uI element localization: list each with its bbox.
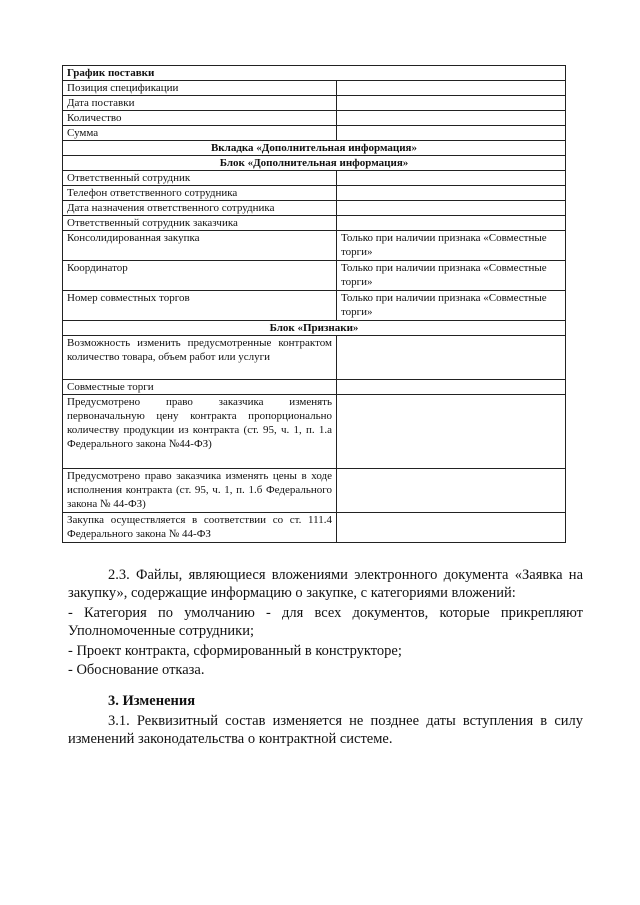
bullet-item: - Категория по умолчанию - для всех документов, которые прикрепляют Уполномоченные сотрудники;	[68, 605, 583, 639]
row-value	[337, 126, 566, 141]
table-row	[63, 96, 566, 111]
table-row	[63, 321, 566, 336]
row-value: Только при наличии признака «Совместные торги»	[337, 261, 566, 291]
row-value	[337, 171, 566, 186]
row-label: Возможность изменить предусмотренные контрактом количество товара, объем работ или услуги	[63, 336, 337, 380]
table-row	[63, 126, 566, 141]
row-label: Номер совместных торгов	[63, 291, 337, 321]
bullet-item: - Обоснование отказа.	[68, 662, 205, 678]
table-row	[63, 81, 566, 96]
row-value	[337, 380, 566, 395]
table-row	[63, 395, 566, 469]
row-label: Предусмотрено право заказчика изменять первоначальную цену контракта пропорционально количеству продукции из контракта (ст. 95, ч. 1, п. 1.а Федерального закона №44-ФЗ)	[63, 395, 337, 469]
bullet-item: - Проект контракта, сформированный в конструкторе;	[68, 643, 402, 659]
schedule-header: График поставки	[63, 66, 566, 81]
table-row	[63, 261, 566, 291]
table-row	[63, 291, 566, 321]
row-label: Дата поставки	[63, 96, 337, 111]
row-value	[337, 81, 566, 96]
table-row	[63, 171, 566, 186]
table-row	[63, 141, 566, 156]
row-value	[337, 395, 566, 469]
row-value: Только при наличии признака «Совместные торги»	[337, 231, 566, 261]
table-row	[63, 201, 566, 216]
row-label: Предусмотрено право заказчика изменять цены в ходе исполнения контракта (ст. 95, ч. 1, п. 1.б Федерального закона № 44-ФЗ)	[63, 469, 337, 513]
row-label: Сумма	[63, 126, 337, 141]
row-label: Количество	[63, 111, 337, 126]
row-label: Дата назначения ответственного сотрудника	[63, 201, 337, 216]
table-row	[63, 216, 566, 231]
row-label: Координатор	[63, 261, 337, 291]
row-value	[337, 96, 566, 111]
row-label: Ответственный сотрудник	[63, 171, 337, 186]
table-row	[63, 186, 566, 201]
table-row	[63, 111, 566, 126]
table-row	[63, 231, 566, 261]
paragraph-3-1: 3.1. Реквизитный состав изменяется не позднее даты вступления в силу изменений законодательства о контрактной системе.	[68, 713, 583, 747]
table-row	[63, 156, 566, 171]
table-row	[63, 469, 566, 513]
row-value	[337, 469, 566, 513]
table-row	[63, 380, 566, 395]
row-value	[337, 513, 566, 543]
row-value: Только при наличии признака «Совместные торги»	[337, 291, 566, 321]
row-value	[337, 336, 566, 380]
table-row	[63, 336, 566, 380]
requisites-table	[62, 65, 566, 543]
row-label: Совместные торги	[63, 380, 337, 395]
row-value	[337, 111, 566, 126]
row-label: Телефон ответственного сотрудника	[63, 186, 337, 201]
table-row	[63, 66, 566, 81]
row-value	[337, 201, 566, 216]
block-additional-header: Блок «Дополнительная информация»	[63, 156, 566, 171]
row-value	[337, 186, 566, 201]
section-3-heading: 3. Изменения	[108, 693, 196, 709]
table-row	[63, 513, 566, 543]
row-label: Позиция спецификации	[63, 81, 337, 96]
tab-additional-header: Вкладка «Дополнительная информация»	[63, 141, 566, 156]
row-label: Закупка осуществляется в соответствии со ст. 111.4 Федерального закона № 44-ФЗ	[63, 513, 337, 543]
row-label: Ответственный сотрудник заказчика	[63, 216, 337, 231]
row-label: Консолидированная закупка	[63, 231, 337, 261]
paragraph-2-3: 2.3. Файлы, являющиеся вложениями электронного документа «Заявка на закупку», содержащие информацию о закупке, с категориями вложений:	[68, 567, 583, 601]
block-features-header: Блок «Признаки»	[63, 321, 566, 336]
row-value	[337, 216, 566, 231]
